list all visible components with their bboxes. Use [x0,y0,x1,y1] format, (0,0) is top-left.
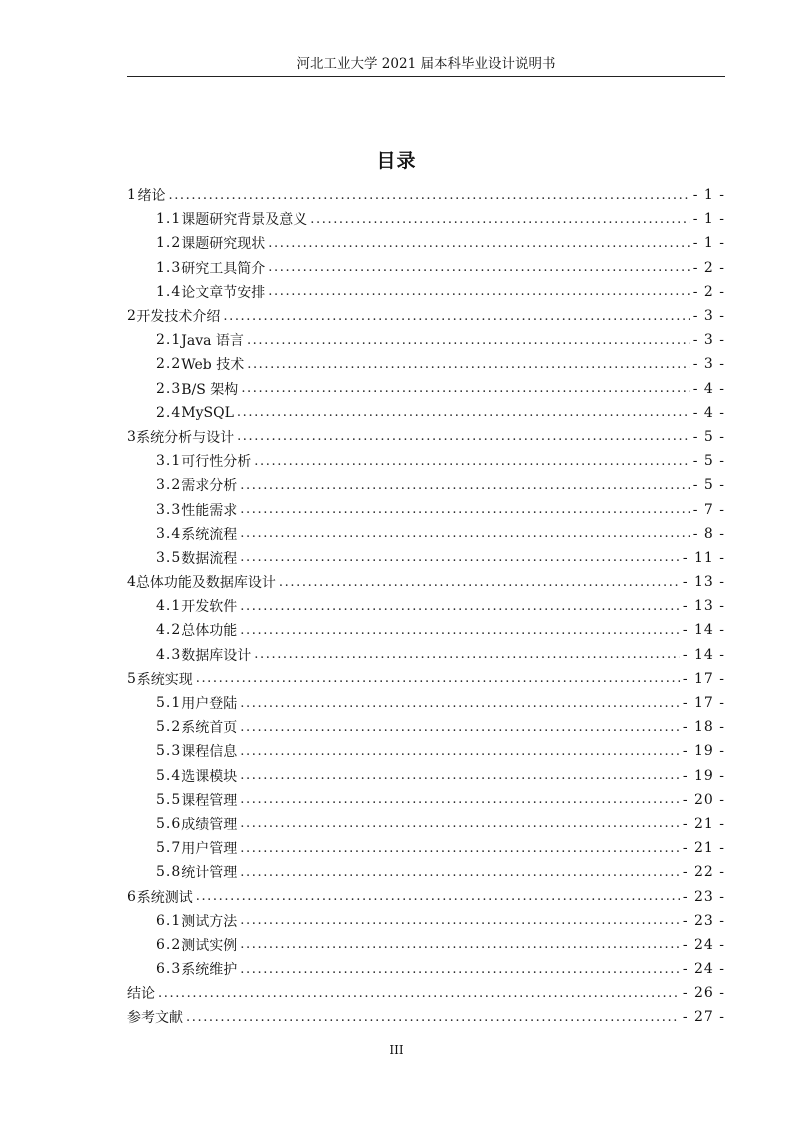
toc-dot-leader [240,913,680,928]
toc-entry-title: 课程管理 [181,792,238,809]
toc-entry-title: 数据库设计 [181,647,252,664]
toc-entry-number: 6.3 [156,961,182,978]
toc-entry[interactable] [127,812,725,836]
toc-entry-page: - 14 - [682,622,725,639]
toc-entry-page: - 11 - [682,549,725,566]
toc-entry-title: 统计管理 [181,865,238,882]
toc-entry-title: 系统流程 [181,526,238,543]
toc-dot-leader [240,526,689,541]
toc-entry[interactable] [127,425,725,449]
toc-dot-leader [240,792,680,807]
toc-entry[interactable] [127,473,725,497]
toc-dot-leader [268,284,689,299]
toc-entry[interactable] [127,764,725,788]
toc-dot-leader [247,357,690,372]
toc-dot-leader [240,599,680,614]
toc-entry-title: MySQL [181,404,234,421]
toc-title: 目录 [376,150,417,172]
toc-entry[interactable] [127,715,725,739]
toc-entry-title: Java 语言 [181,333,244,350]
page-number: III [389,1043,404,1057]
toc-dot-leader [279,575,680,590]
toc-entry-number: 3.5 [156,549,182,566]
toc-entry-number: 1 [127,187,136,204]
toc-entry-title: 论文章节安排 [181,284,266,301]
toc-entry-title: 可行性分析 [181,454,252,471]
toc-dot-leader [240,816,680,831]
toc-entry-page: - 20 - [682,791,725,808]
toc-entry-title: 课程信息 [181,744,238,761]
toc-entry[interactable] [127,570,725,594]
toc-entry-number: 2.4 [156,404,182,421]
toc-dot-leader [240,720,680,735]
toc-entry-title: 系统维护 [181,962,238,979]
toc-entry[interactable] [127,860,725,884]
toc-entry[interactable] [127,691,725,715]
toc-entry[interactable] [127,449,725,473]
toc-entry-number: 5.2 [156,719,182,736]
toc-entry-page: - 8 - [692,525,725,542]
toc-dot-leader [310,212,689,227]
toc-dot-leader [240,865,680,880]
toc-entry-title: B/S 架构 [181,381,239,398]
toc-entry-number: 6.1 [156,912,182,929]
toc-entry[interactable] [127,497,725,521]
toc-entry[interactable] [127,884,725,908]
toc-entry[interactable] [127,546,725,570]
toc-entry-number: 5.7 [156,840,182,857]
toc-dot-leader [223,309,689,324]
toc-entry-title: 测试方法 [181,913,238,930]
toc-entry-page: - 2 - [692,259,725,276]
toc-entry-title: 系统分析与设计 [136,429,235,446]
toc-entry-number: 1.1 [156,211,182,228]
toc-entry-title: 总体功能 [181,623,238,640]
toc-entry-title: 性能需求 [181,502,238,519]
toc-entry-title: 系统测试 [136,889,193,906]
toc-entry-page: - 23 - [682,888,725,905]
toc-dot-leader [196,889,680,904]
toc-entry-title: 开发软件 [181,599,238,616]
toc-entry-page: - 1 - [692,187,725,204]
toc-entry-page: - 19 - [682,743,725,760]
toc-dot-leader [241,381,689,396]
toc-dot-leader [247,333,690,348]
toc-entry-number: 2.3 [156,380,182,397]
toc-dot-leader [240,478,689,493]
toc-entry-title: 测试实例 [181,937,238,954]
toc-dot-leader [186,1010,680,1025]
toc-entry-title: 用户登陆 [181,696,238,713]
toc-entry-number: 6 [127,888,136,905]
toc-entry-page: - 5 - [692,453,725,470]
toc-entry-number: 5.1 [156,695,182,712]
toc-entry-number: 3.1 [156,453,182,470]
toc-entry-title: 需求分析 [181,478,238,495]
toc-entry-page: - 2 - [692,283,725,300]
toc-entry-number: 4.2 [156,622,182,639]
toc-entry[interactable] [127,304,725,328]
toc-entry-title: 结论 [127,986,155,1003]
toc-entry-page: - 4 - [692,380,725,397]
toc-entry-title: 绪论 [137,188,166,205]
toc-entry-number: 4 [127,574,136,591]
toc-entry-title: 开发技术介绍 [136,309,221,326]
toc-entry-number: 3.4 [156,525,182,542]
toc-entry[interactable] [127,739,725,763]
toc-entry[interactable] [127,401,725,425]
toc-entry-page: - 3 - [692,332,725,349]
toc-entry-page: - 24 - [682,961,725,978]
toc-entry[interactable] [127,594,725,618]
toc-dot-leader [240,696,680,711]
toc-entry-page: - 3 - [692,308,725,325]
toc-entry-title: 课题研究现状 [181,236,266,253]
toc-entry-page: - 7 - [692,501,725,518]
toc-dot-leader [168,188,689,203]
toc-entry-page: - 21 - [682,815,725,832]
toc-dot-leader [240,962,680,977]
toc-entry[interactable] [127,909,725,933]
header-rule [127,76,725,77]
toc-entry-title: 研究工具简介 [181,260,266,277]
toc-entry-title: 成绩管理 [181,816,238,833]
toc-entry[interactable] [127,231,725,255]
toc-entry[interactable] [127,352,725,376]
toc-entry[interactable] [127,667,725,691]
toc-entry[interactable] [127,933,725,957]
toc-entry-page: - 22 - [682,864,725,881]
toc-entry[interactable] [127,788,725,812]
toc-entry-number: 2.1 [156,332,182,349]
toc-entry-number: 5.8 [156,864,182,881]
toc-entry[interactable] [127,207,725,231]
toc-entry-page: - 21 - [682,840,725,857]
toc-entry[interactable] [127,256,725,280]
toc-entry-page: - 5 - [692,477,725,494]
toc-dot-leader [237,405,690,420]
toc-entry[interactable] [127,328,725,352]
toc-entry-number: 2.2 [156,356,182,373]
toc-entry-page: - 14 - [682,646,725,663]
toc-entry-number: 4.3 [156,646,182,663]
toc-entry-page: - 13 - [682,598,725,615]
toc-entry-title: 课题研究背景及意义 [181,212,308,229]
toc-dot-leader [240,550,680,565]
toc-entry-title: 系统首页 [181,720,238,737]
toc-entry[interactable] [127,183,725,207]
toc-entry[interactable] [127,280,725,304]
toc-entry-number: 5.6 [156,815,182,832]
toc-entry-title: 用户管理 [181,841,238,858]
toc-entry-number: 3.2 [156,477,182,494]
toc-entry-page: - 1 - [692,235,725,252]
toc-entry-number: 1.3 [156,259,182,276]
toc-entry-page: - 19 - [682,767,725,784]
toc-entry-number: 2 [127,308,136,325]
table-of-contents [127,183,725,1030]
toc-entry-page: - 18 - [682,719,725,736]
toc-entry[interactable] [127,981,725,1005]
toc-dot-leader [254,454,689,469]
toc-entry-page: - 1 - [692,211,725,228]
toc-entry[interactable] [127,957,725,981]
toc-entry[interactable] [127,836,725,860]
toc-entry-number: 4.1 [156,598,182,615]
toc-entry-page: - 27 - [682,1009,725,1026]
toc-entry-page: - 24 - [682,936,725,953]
toc-dot-leader [268,260,689,275]
toc-entry-number: 1.4 [156,283,182,300]
toc-dot-leader [240,623,680,638]
toc-entry-page: - 17 - [682,670,725,687]
toc-dot-leader [237,429,690,444]
toc-entry-page: - 13 - [682,574,725,591]
toc-entry-title: 参考文献 [127,1010,183,1027]
toc-dot-leader [240,841,680,856]
toc-entry-number: 5.5 [156,791,182,808]
toc-entry-number: 3 [127,428,136,445]
toc-dot-leader [268,236,689,251]
toc-entry-page: - 23 - [682,912,725,929]
toc-entry-number: 5.4 [156,767,182,784]
toc-entry[interactable] [127,1005,725,1029]
toc-entry-number: 5 [127,670,136,687]
toc-entry-number: 5.3 [156,743,182,760]
toc-entry-number: 1.2 [156,235,182,252]
toc-entry-page: - 3 - [692,356,725,373]
toc-dot-leader [196,671,680,686]
toc-dot-leader [254,647,680,662]
toc-dot-leader [240,937,680,952]
page-header: 河北工业大学 2021 届本科毕业设计说明书 [296,56,556,72]
toc-entry-page: - 5 - [692,428,725,445]
toc-dot-leader [240,744,680,759]
toc-entry-title: 总体功能及数据库设计 [135,575,276,592]
toc-dot-leader [240,768,680,783]
toc-dot-leader [240,502,689,517]
toc-entry-title: 数据流程 [181,550,238,567]
toc-entry[interactable] [127,643,725,667]
toc-entry-number: 3.3 [156,501,182,518]
toc-entry-page: - 26 - [682,985,725,1002]
toc-entry-number: 6.2 [156,936,182,953]
toc-entry[interactable] [127,618,725,642]
toc-entry[interactable] [127,377,725,401]
toc-entry-title: 选课模块 [181,768,238,785]
toc-entry-title: 系统实现 [136,671,193,688]
toc-dot-leader [158,986,680,1001]
toc-entry-page: - 17 - [682,695,725,712]
toc-entry-title: Web 技术 [181,357,245,374]
toc-entry-page: - 4 - [692,404,725,421]
toc-entry[interactable] [127,522,725,546]
